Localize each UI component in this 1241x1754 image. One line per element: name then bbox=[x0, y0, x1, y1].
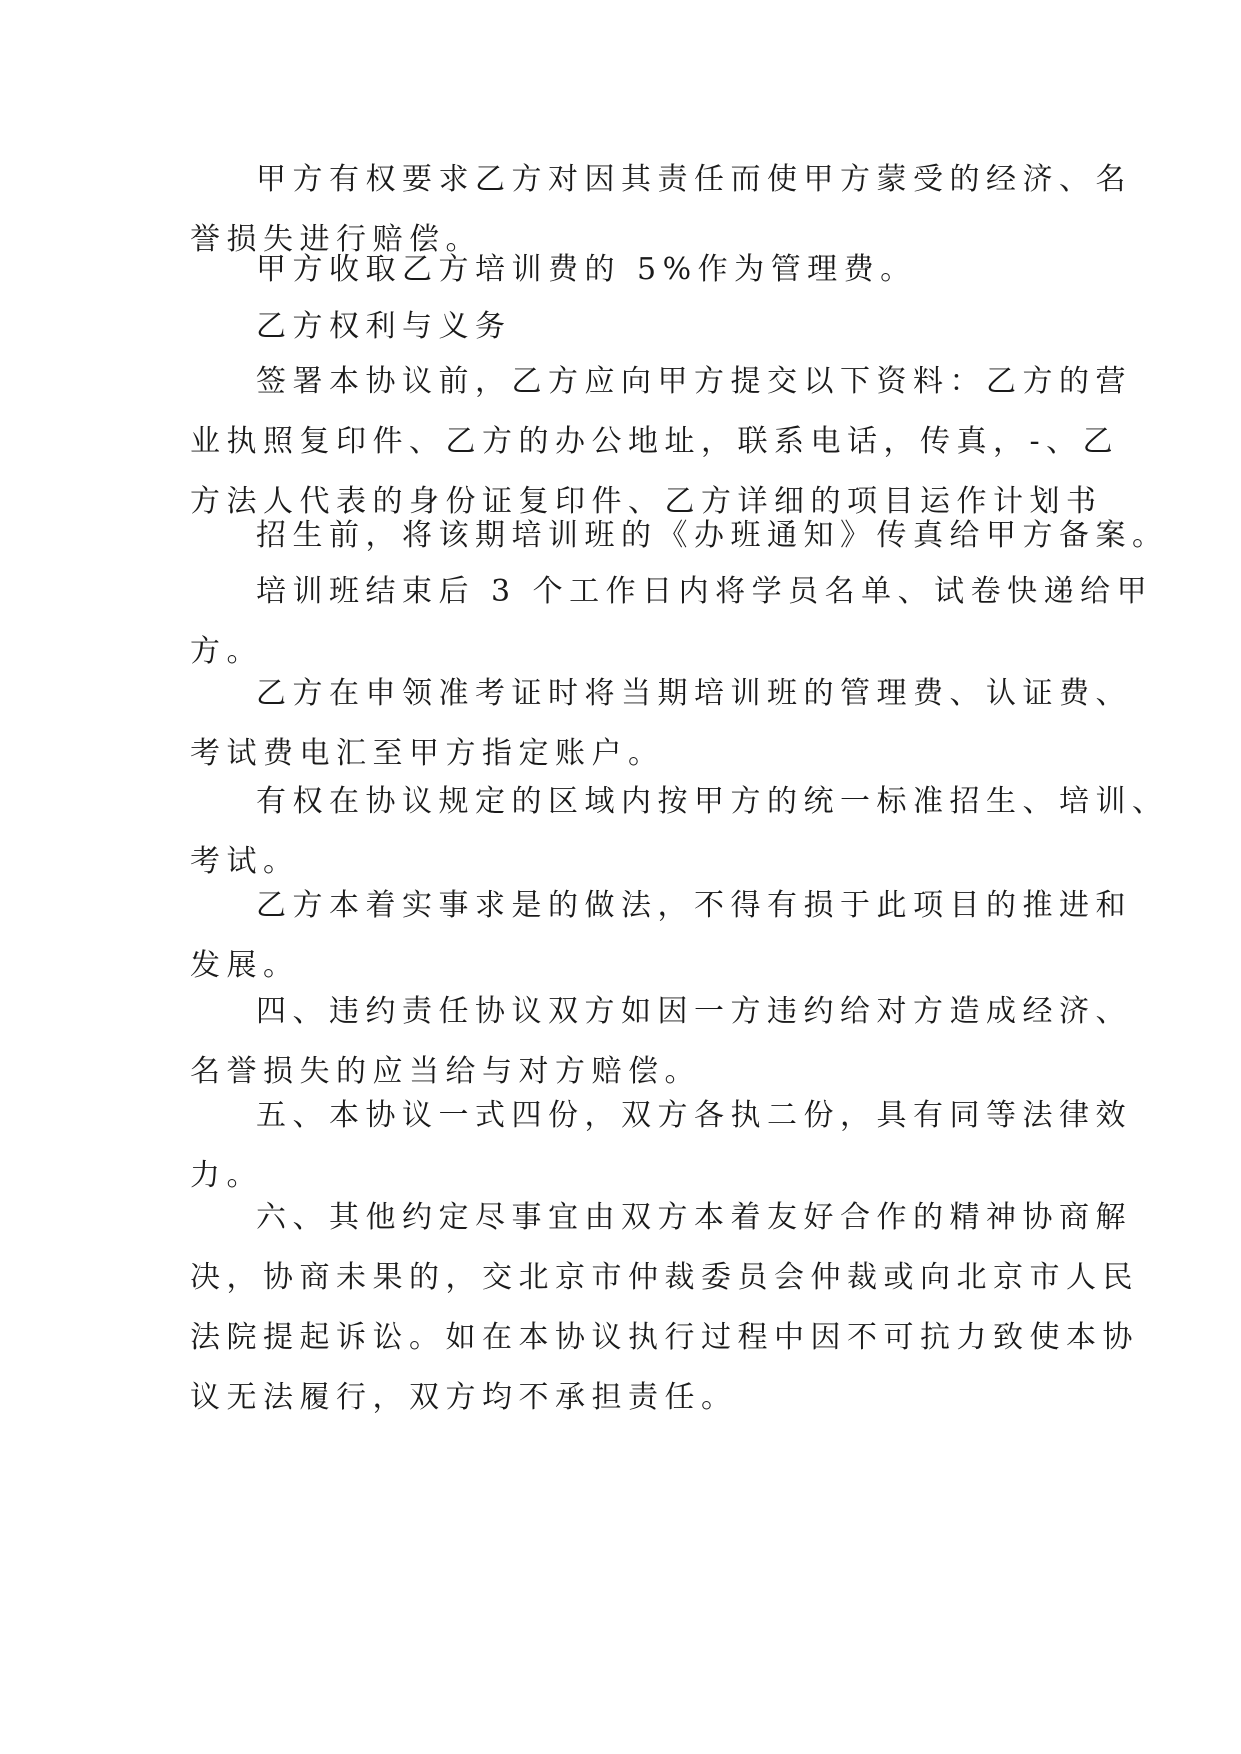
text-line: 四、违约责任协议双方如因一方违约给对方造成经济、 bbox=[256, 994, 1132, 1029]
paragraph-disputes bbox=[190, 1188, 1139, 1428]
text-line: 誉损失进行赔偿。 bbox=[190, 222, 482, 257]
text-line: 法院提起诉讼。如在本协议执行过程中因不可抗力致使本协 bbox=[190, 1320, 1139, 1355]
text-line: 乙方权利与义务 bbox=[256, 309, 512, 344]
paragraph-regional-rights bbox=[190, 772, 1169, 892]
text-line: 发展。 bbox=[190, 948, 300, 983]
text-line: 五、本协议一式四份，双方各执二份，具有同等法律效 bbox=[256, 1098, 1132, 1133]
text-line: 培训班结束后 3 个工作日内将学员名单、试卷快递给甲 bbox=[256, 574, 1154, 609]
paragraph-fee-remittance bbox=[190, 664, 1132, 784]
paragraph-conduct bbox=[190, 876, 1132, 996]
text-line: 甲方收取乙方培训费的 5%作为管理费。 bbox=[256, 252, 917, 287]
text-line: 乙方在申领准考证时将当期培训班的管理费、认证费、 bbox=[256, 676, 1132, 711]
paragraph-breach-liability bbox=[190, 982, 1132, 1102]
text-line: 考试。 bbox=[190, 844, 300, 879]
text-line: 业执照复印件、乙方的办公地址，联系电话，传真，-、乙 bbox=[190, 424, 1120, 459]
text-line: 招生前，将该期培训班的《办班通知》传真给甲方备案。 bbox=[256, 518, 1169, 553]
text-line: 名誉损失的应当给与对方赔偿。 bbox=[190, 1054, 701, 1089]
text-line: 方法人代表的身份证复印件、乙方详细的项目运作计划书 bbox=[190, 484, 1103, 519]
text-line: 方。 bbox=[190, 634, 263, 669]
text-line: 力。 bbox=[190, 1158, 263, 1193]
text-line: 考试费电汇至甲方指定账户。 bbox=[190, 736, 665, 771]
text-line: 甲方有权要求乙方对因其责任而使甲方蒙受的经济、名 bbox=[256, 162, 1132, 197]
text-line: 签署本协议前，乙方应向甲方提交以下资料：乙方的营 bbox=[256, 364, 1132, 399]
section-heading-party-b-rights bbox=[190, 297, 1070, 357]
text-line: 决，协商未果的，交北京市仲裁委员会仲裁或向北京市人民 bbox=[190, 1260, 1139, 1295]
paragraph-enrollment-notice bbox=[190, 506, 1169, 566]
text-line: 乙方本着实事求是的做法，不得有损于此项目的推进和 bbox=[256, 888, 1132, 923]
text-line: 有权在协议规定的区域内按甲方的统一标准招生、培训、 bbox=[256, 784, 1169, 819]
text-line: 六、其他约定尽事宜由双方本着友好合作的精神协商解 bbox=[256, 1200, 1132, 1235]
text-line: 议无法履行，双方均不承担责任。 bbox=[190, 1380, 738, 1415]
paragraph-management-fee bbox=[190, 240, 1070, 300]
paragraph-required-documents bbox=[190, 352, 1132, 532]
